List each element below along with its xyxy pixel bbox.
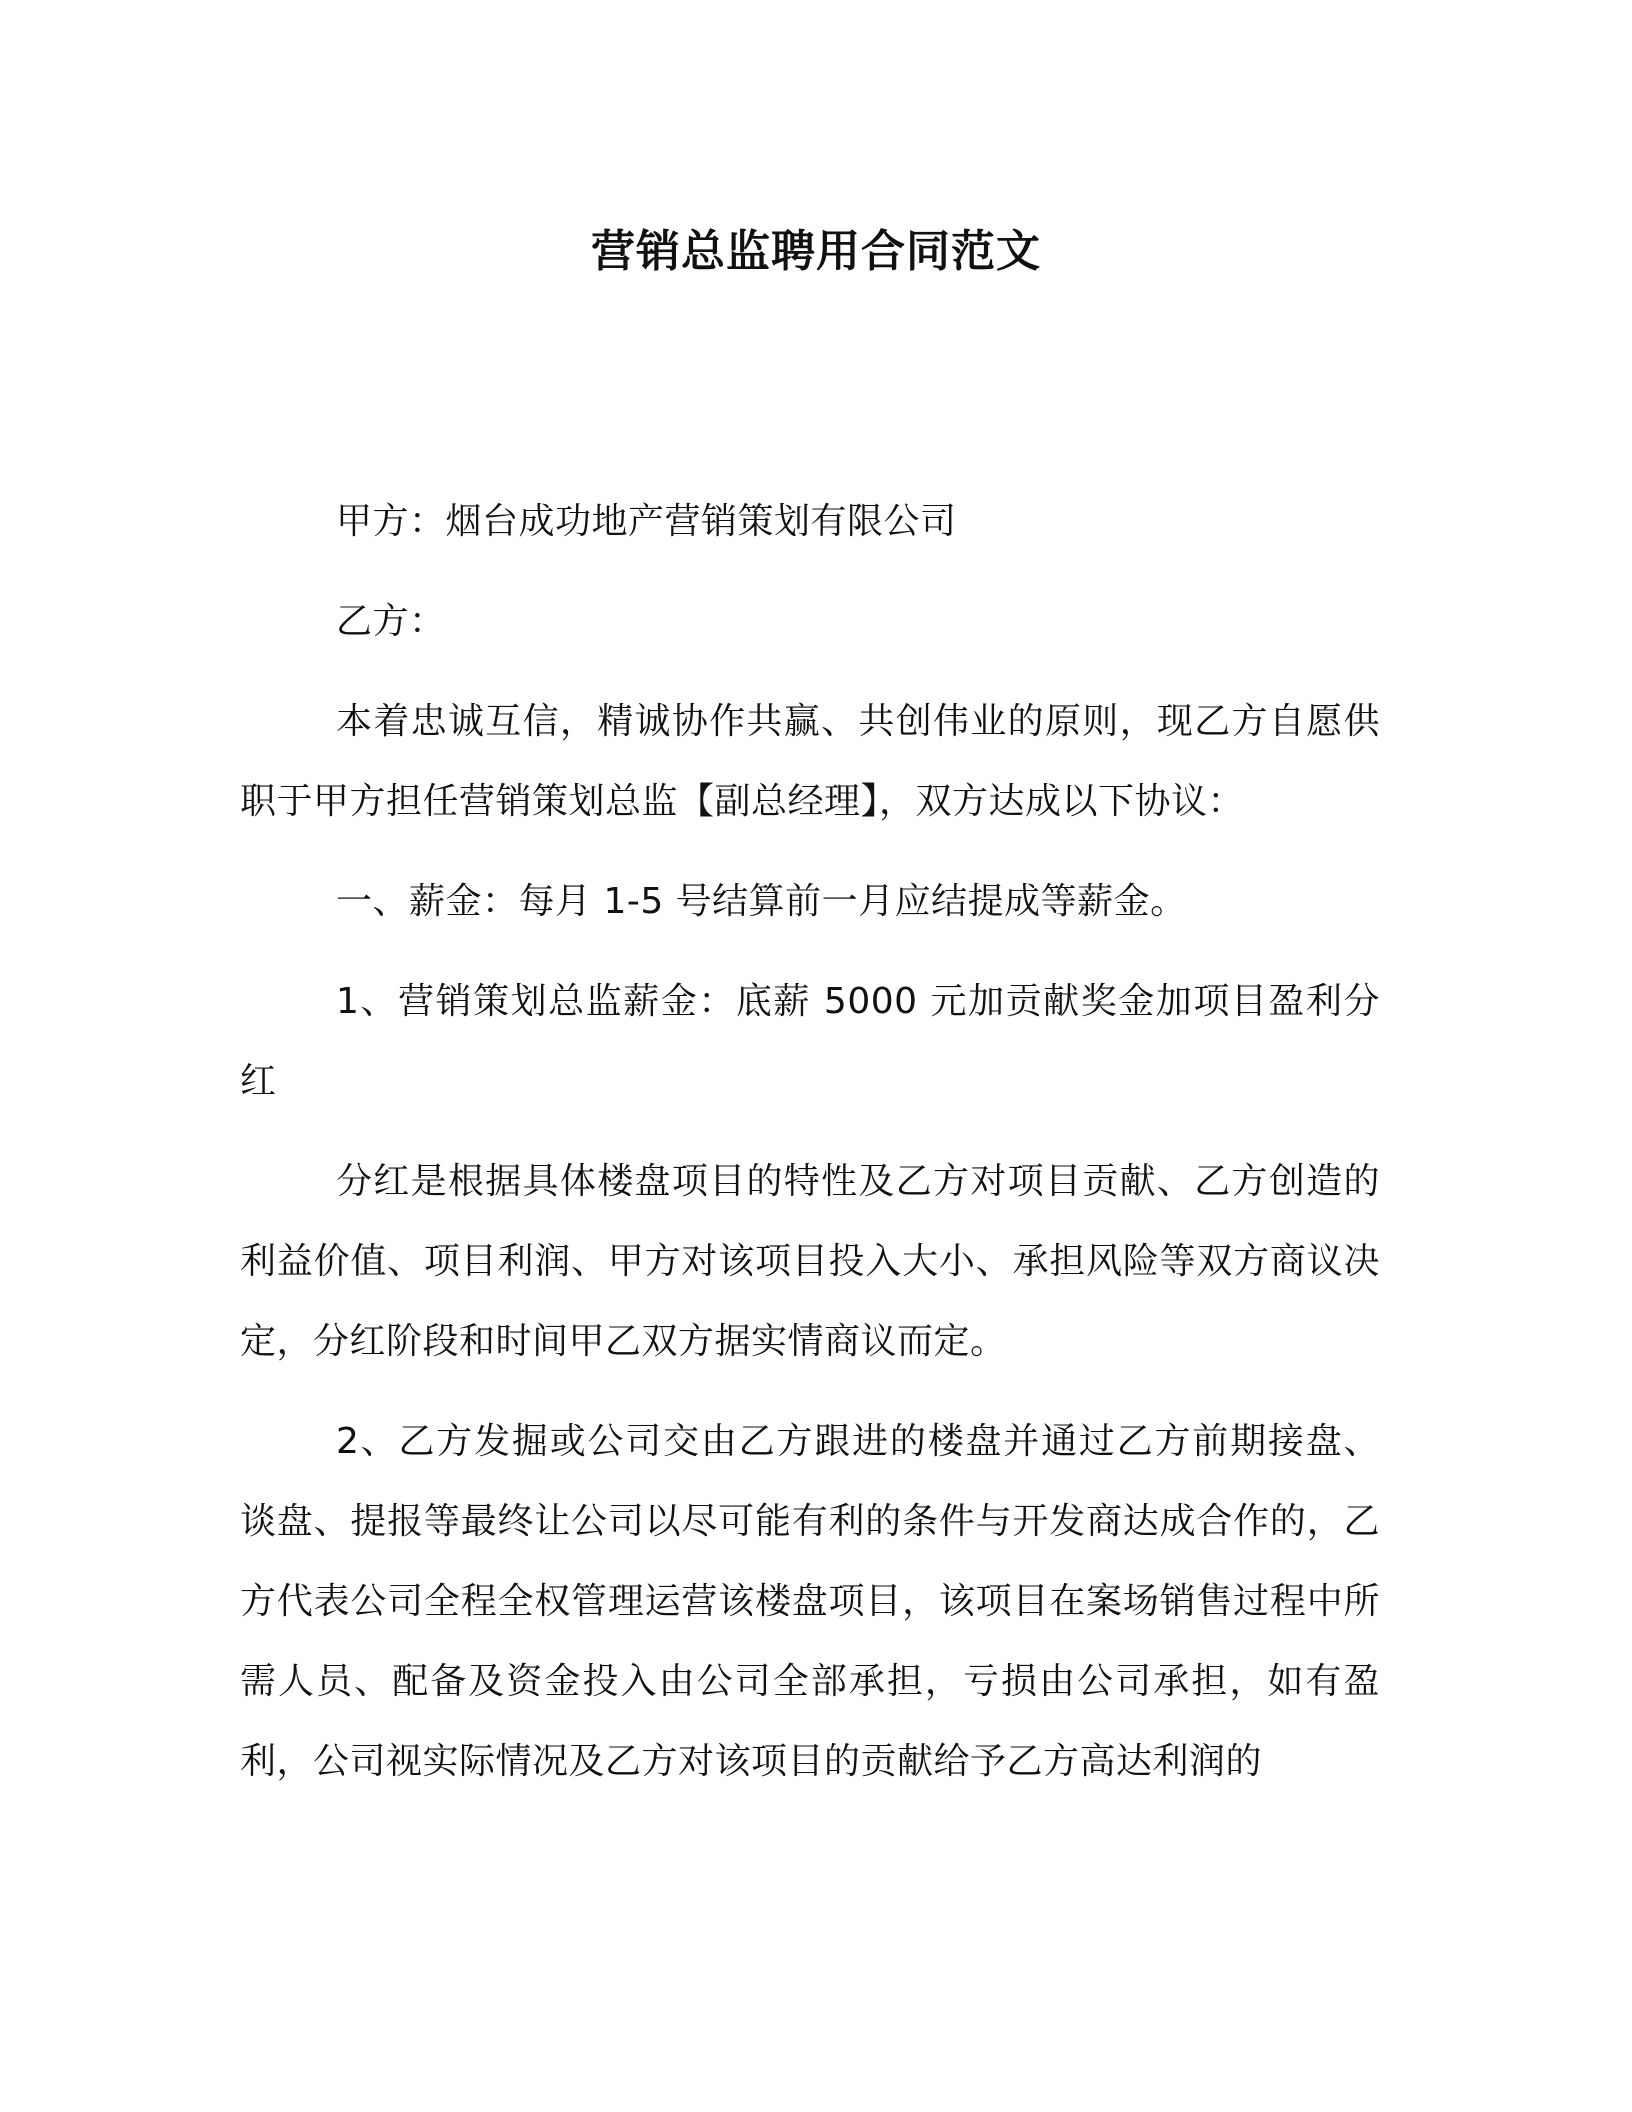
document-title: 营销总监聘用合同范文: [591, 226, 1041, 277]
clause-2-paragraph: 2、乙方发掘或公司交由乙方跟进的楼盘并通过乙方前期接盘、谈盘、提报等最终让公司以尽可能有利的条件与开发商达成合作的，乙方代表公司全程全权管理运营该楼盘项目，该项目在案场销售过程中所需人员、配备及资金投入由公司全部承担，亏损由公司承担，如有盈利，公司视实际情况及乙方对该项目的贡献给予乙方高达利润的: [240, 1421, 1380, 1782]
party-a-paragraph: 甲方：烟台成功地产营销策划有限公司: [336, 501, 957, 542]
salary-heading-paragraph: 一、薪金：每月 1-5 号结算前一月应结提成等薪金。: [336, 881, 1187, 922]
preamble-paragraph: 本着忠诚互信，精诚协作共赢、共创伟业的原则，现乙方自愿供职于甲方担任营销策划总监【副总经理】，双方达成以下协议：: [240, 701, 1380, 822]
party-b-paragraph: 乙方：: [336, 601, 446, 642]
dividend-paragraph: 分红是根据具体楼盘项目的特性及乙方对项目贡献、乙方创造的利益价值、项目利润、甲方对该项目投入大小、承担风险等双方商议决定，分红阶段和时间甲乙双方据实情商议而定。: [240, 1161, 1380, 1362]
clause-1-paragraph: 1、营销策划总监薪金：底薪 5000 元加贡献奖金加项目盈利分红: [240, 981, 1380, 1102]
